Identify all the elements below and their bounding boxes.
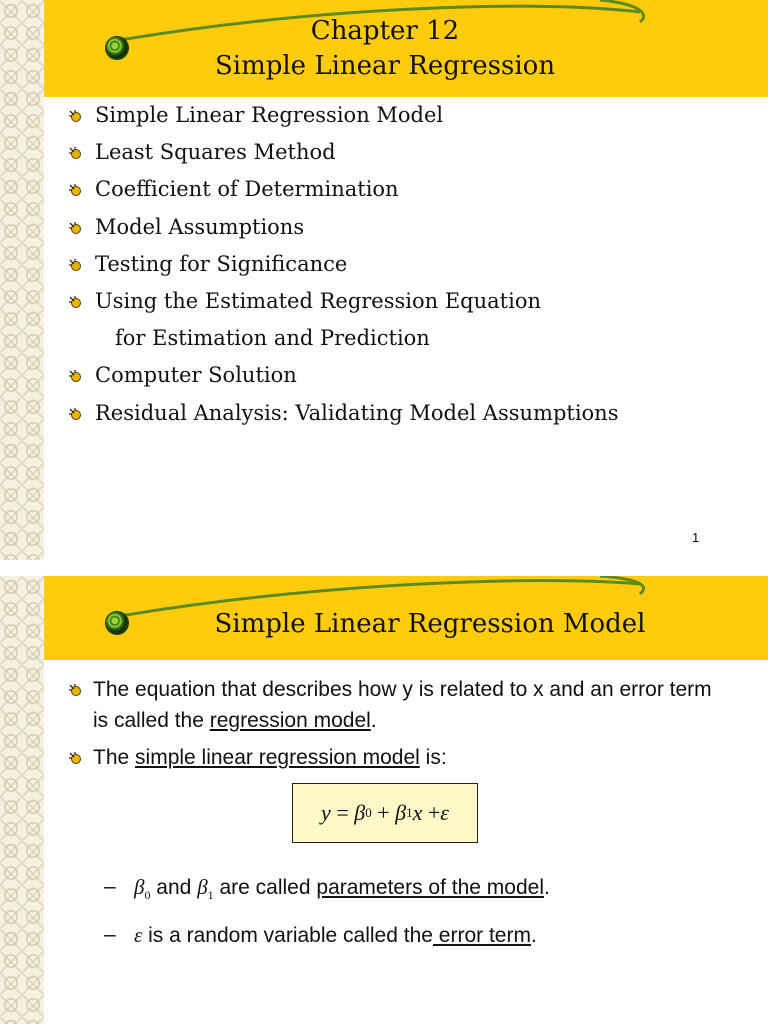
- sunburst-bullet-icon: [68, 109, 82, 123]
- equation-sub1: 1: [406, 805, 413, 820]
- slide-2-title: Simple Linear Regression Model: [214, 609, 646, 639]
- equation-beta0: β: [354, 800, 366, 825]
- topic-list: [66, 97, 618, 432]
- sunburst-bullet-icon: [68, 221, 82, 235]
- slide-separator: [0, 560, 768, 576]
- equation-beta1: β: [395, 800, 407, 825]
- beta1-subscript: 1: [207, 888, 214, 903]
- beta1-symbol: β: [197, 875, 208, 899]
- list-item: [104, 867, 550, 915]
- list-item: [66, 283, 618, 320]
- sub-bullet-list: [104, 867, 550, 956]
- equation-sub0: 0: [365, 805, 372, 820]
- list-item-label: Testing for Significance: [95, 251, 348, 276]
- list-item-label: Coefficient of Determination: [95, 177, 399, 202]
- beta0-symbol: β: [134, 875, 145, 899]
- list-item: [66, 246, 618, 283]
- list-item: [66, 171, 618, 208]
- list-item: [66, 97, 618, 134]
- bullet-text: The equation that describes how y is related to x and an error term is called the: [93, 678, 712, 732]
- called-text: are called: [213, 876, 317, 899]
- dash-marker: –: [104, 875, 116, 898]
- list-item-continuation: [66, 320, 618, 357]
- decorative-pattern-strip: [0, 0, 44, 560]
- list-item-label: Simple Linear Regression Model: [95, 103, 444, 127]
- list-item: [66, 134, 618, 171]
- bullet-text-end: is:: [419, 746, 447, 769]
- green-orb-icon: [106, 37, 128, 59]
- list-item-label: Least Squares Method: [95, 140, 336, 165]
- list-item: [66, 742, 713, 773]
- sunburst-bullet-icon: [68, 258, 82, 272]
- equation-x: x: [412, 800, 423, 825]
- bullet-text-end: .: [370, 709, 377, 732]
- random-variable-text: is a random variable called the: [142, 924, 433, 948]
- simple-linear-regression-model-term: simple linear regression model: [135, 746, 420, 769]
- chapter-title: Simple Linear Regression: [214, 51, 556, 81]
- sunburst-bullet-icon: [68, 683, 82, 697]
- list-item-label: Computer Solution: [95, 363, 297, 388]
- equation-epsilon: ε: [440, 800, 449, 825]
- equation-plus: +: [371, 800, 396, 825]
- sunburst-bullet-icon: [68, 751, 82, 765]
- list-item: [66, 209, 618, 246]
- regression-model-term: regression model: [209, 709, 371, 732]
- green-orb-icon: [106, 612, 128, 634]
- equation-y: y: [321, 800, 331, 825]
- epsilon-symbol: ε: [134, 923, 143, 948]
- definition-list: [66, 674, 713, 773]
- beta0-subscript: 0: [144, 888, 151, 903]
- page-number: 1: [692, 530, 700, 545]
- sunburst-bullet-icon: [68, 183, 82, 197]
- sunburst-bullet-icon: [68, 369, 82, 383]
- error-term-term: error term: [432, 924, 531, 948]
- list-item-label: Model Assumptions: [95, 214, 305, 239]
- parameters-of-the-model-term: parameters of the model: [316, 876, 545, 899]
- sub-bullet-end: .: [530, 924, 537, 948]
- list-item-label: for Estimation and Prediction: [115, 326, 430, 351]
- decorative-pattern-strip: [0, 576, 44, 1024]
- bullet-text: The: [93, 746, 136, 769]
- list-item: [66, 357, 618, 394]
- list-item: [66, 395, 618, 432]
- sunburst-bullet-icon: [68, 146, 82, 160]
- regression-equation-box: [292, 783, 478, 843]
- sunburst-bullet-icon: [68, 407, 82, 421]
- and-text: and: [150, 876, 198, 899]
- sunburst-bullet-icon: [68, 295, 82, 309]
- list-item: [104, 915, 550, 956]
- dash-marker: –: [104, 923, 116, 947]
- equation-equals: =: [330, 800, 355, 825]
- chapter-label: Chapter 12: [310, 16, 460, 46]
- equation-plus-2: +: [422, 800, 441, 825]
- list-item-label: Using the Estimated Regression Equation: [95, 289, 541, 314]
- list-item-label: Residual Analysis: Validating Model Assumptions: [95, 400, 619, 425]
- slide-1-title: [150, 14, 620, 84]
- sub-bullet-end: .: [544, 876, 550, 899]
- list-item: [66, 674, 713, 736]
